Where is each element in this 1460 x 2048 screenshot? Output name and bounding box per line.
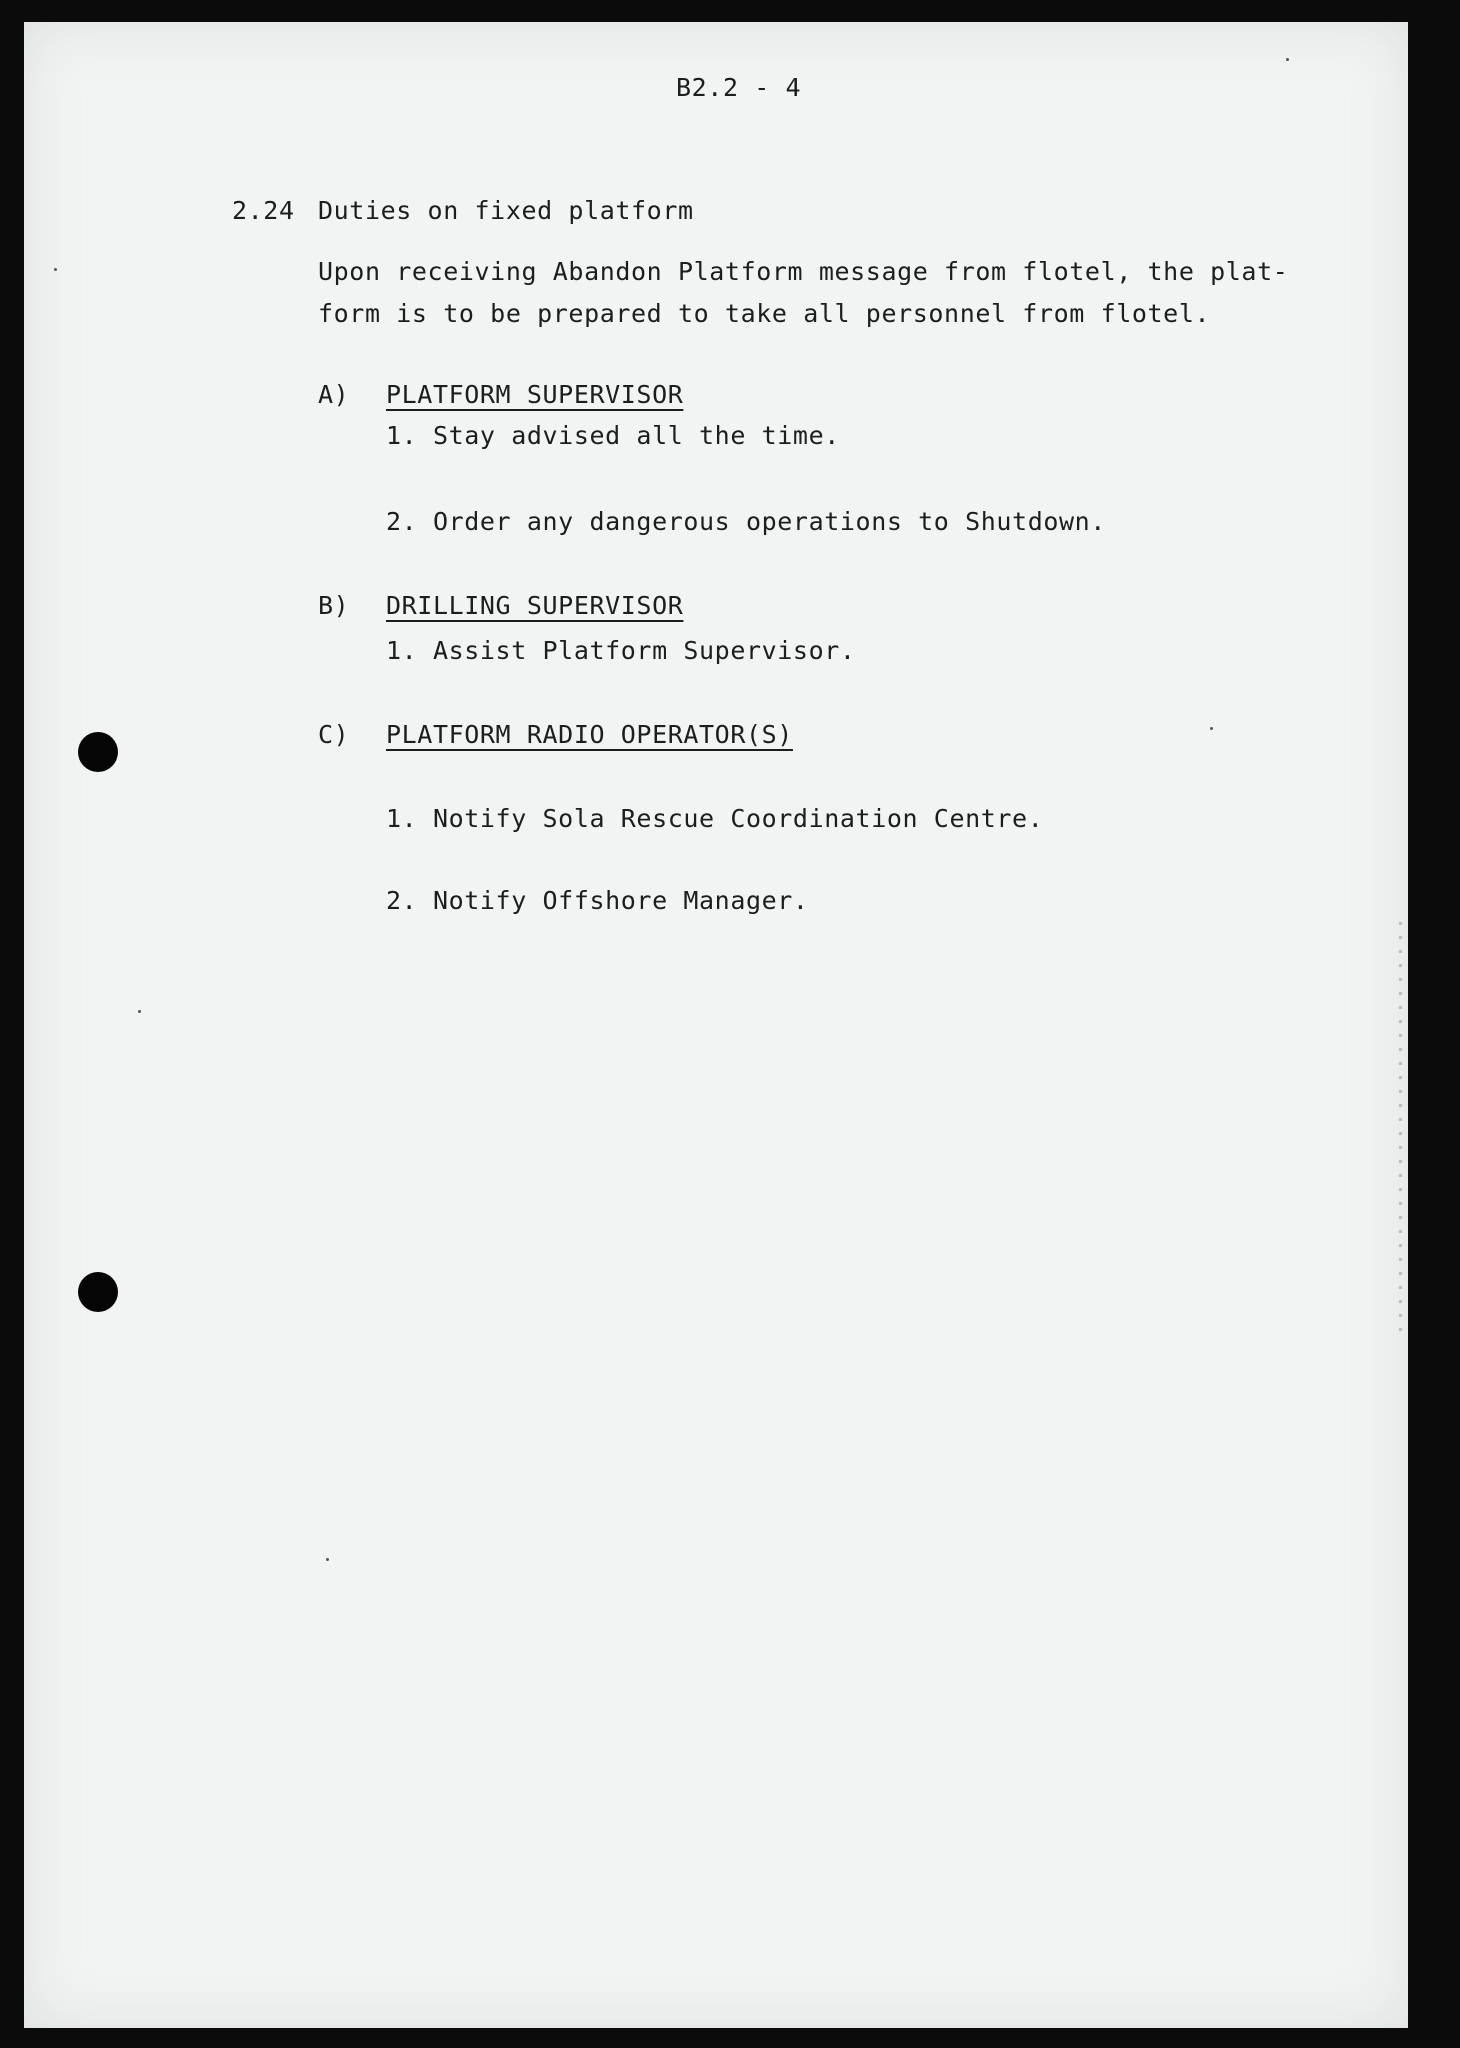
list-item: 1. Notify Sola Rescue Coordination Centre. <box>386 804 1044 833</box>
role-title-platform-radio-operator: PLATFORM RADIO OPERATOR(S) <box>386 720 793 749</box>
punch-hole-upper <box>78 732 118 772</box>
list-item: 1. Assist Platform Supervisor. <box>386 636 856 665</box>
role-title-platform-supervisor: PLATFORM SUPERVISOR <box>386 380 684 409</box>
scan-speck <box>326 1558 329 1561</box>
page-header: B2.2 - 4 <box>676 73 802 102</box>
intro-line-2: form is to be prepared to take all personnel from flotel. <box>318 299 1211 328</box>
scan-speck <box>1286 58 1289 61</box>
role-title-drilling-supervisor: DRILLING SUPERVISOR <box>386 591 684 620</box>
punch-hole-lower <box>78 1272 118 1312</box>
intro-line-1: Upon receiving Abandon Platform message from flotel, the plat- <box>318 257 1289 286</box>
role-letter-b: B) <box>318 591 350 620</box>
role-letter-c: C) <box>318 720 350 749</box>
scan-speck <box>54 268 57 271</box>
document-page <box>24 22 1408 2028</box>
list-item: 2. Order any dangerous operations to Shutdown. <box>386 507 1106 536</box>
scan-speck <box>1210 727 1213 730</box>
role-letter-a: A) <box>318 380 350 409</box>
list-item: 1. Stay advised all the time. <box>386 421 840 450</box>
section-number: 2.24 <box>232 196 295 225</box>
scan-speck <box>138 1010 141 1013</box>
scan-edge-noise <box>1399 922 1402 1342</box>
list-item: 2. Notify Offshore Manager. <box>386 886 809 915</box>
section-title: Duties on fixed platform <box>318 196 694 225</box>
